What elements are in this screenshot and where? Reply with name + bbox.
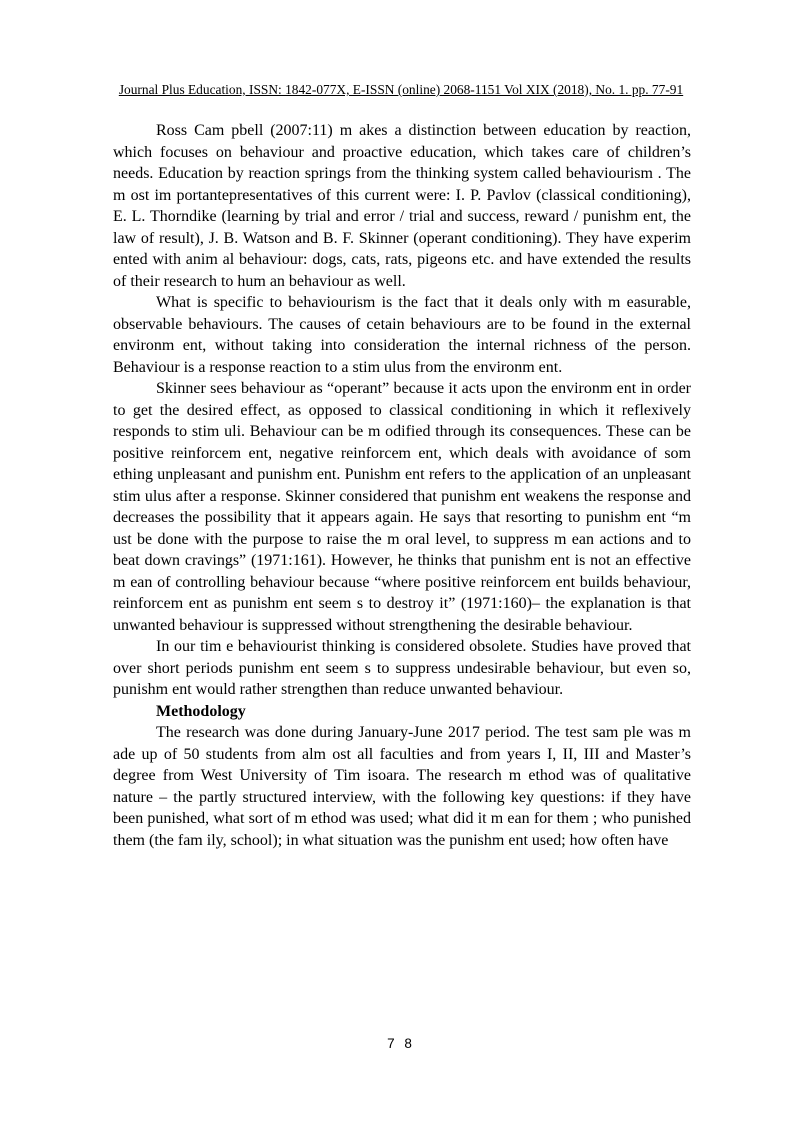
page-number: 7 8 xyxy=(387,1036,415,1051)
paragraph-education-by-reaction: Ross Cam pbell (2007:11) m akes a distinction between education by reaction, which focuses on behaviour and proactive education, which takes care of children’s needs. Education by reaction springs from the thinking system called behaviourism . The m ost im portantepresentatives of this current were: I. P. Pavlov (classical conditioning), E. L. Thorndike (learning by trial and error / trial and success, reward / punishm ent, the law of result), J. B. Watson and B. F. Skinner (operant conditioning). They have experim ented with anim al behaviour: dogs, cats, rats, pigeons etc. and have extended the results of their research to hum an behaviour as well. xyxy=(113,122,691,290)
methodology-heading: Methodology xyxy=(156,702,246,720)
article-body xyxy=(113,120,691,851)
paragraph-behaviourist-obsolete: In our tim e behaviourist thinking is considered obsolete. Studies have proved that over short periods punishm ent seem s to suppress undesirable behaviour, but even so, punishm ent would rather strengthen than reduce unwanted behaviour. xyxy=(113,638,691,698)
journal-header-text: Journal Plus Education, ISSN: 1842-077X, E-ISSN (online) 2068-1151 Vol XIX (2018), No. 1. pp. 77-91 xyxy=(118,82,684,97)
paragraph-behaviourism-specific: What is specific to behaviourism is the fact that it deals only with m easurable, observable behaviours. The causes of cetain behaviours are to be found in the external environm ent, without taking into consideration the internal richness of the person. Behaviour is a response reaction to a stim ulus from the environm ent. xyxy=(113,294,691,376)
paragraph-methodology-research: The research was done during January-June 2017 period. The test sam ple was m ade up of 50 students from alm ost all faculties and from years I, II, III and Master’s degree from West University of Tim isoara. The research m ethod was of qualitative nature – the partly structured interview, with the following key questions: if they have been punished, what sort of m ethod was used; what did it m ean for them ; who punished them (the fam ily, school); in what situation was the punishm ent used; how often have xyxy=(113,724,691,849)
paragraph-skinner-operant: Skinner sees behaviour as “operant” because it acts upon the environm ent in order to get the desired effect, as opposed to classical conditioning in which it reflexively responds to stim uli. Behaviour can be m odified through its consequences. These can be positive reinforcem ent, negative reinforcem ent, which deals with avoidance of som ething unpleasant and punishm ent. Punishm ent refers to the application of an unpleasant stim ulus after a response. Skinner considered that punishm ent weakens the response and decreases the possibility that it appears again. He says that resorting to punishm ent “m ust be done with the purpose to raise the m oral level, to suppress m ean actions and to beat down cravings” (1971:161). However, he thinks that punishm ent is not an effective m ean of controlling behaviour because “where positive reinforcem ent builds behaviour, reinforcem ent as punishm ent seem s to destroy it” (1971:160)– the explanation is that unwanted behaviour is suppressed without strengthening the desirable behaviour. xyxy=(113,380,691,634)
journal-header xyxy=(0,82,802,98)
